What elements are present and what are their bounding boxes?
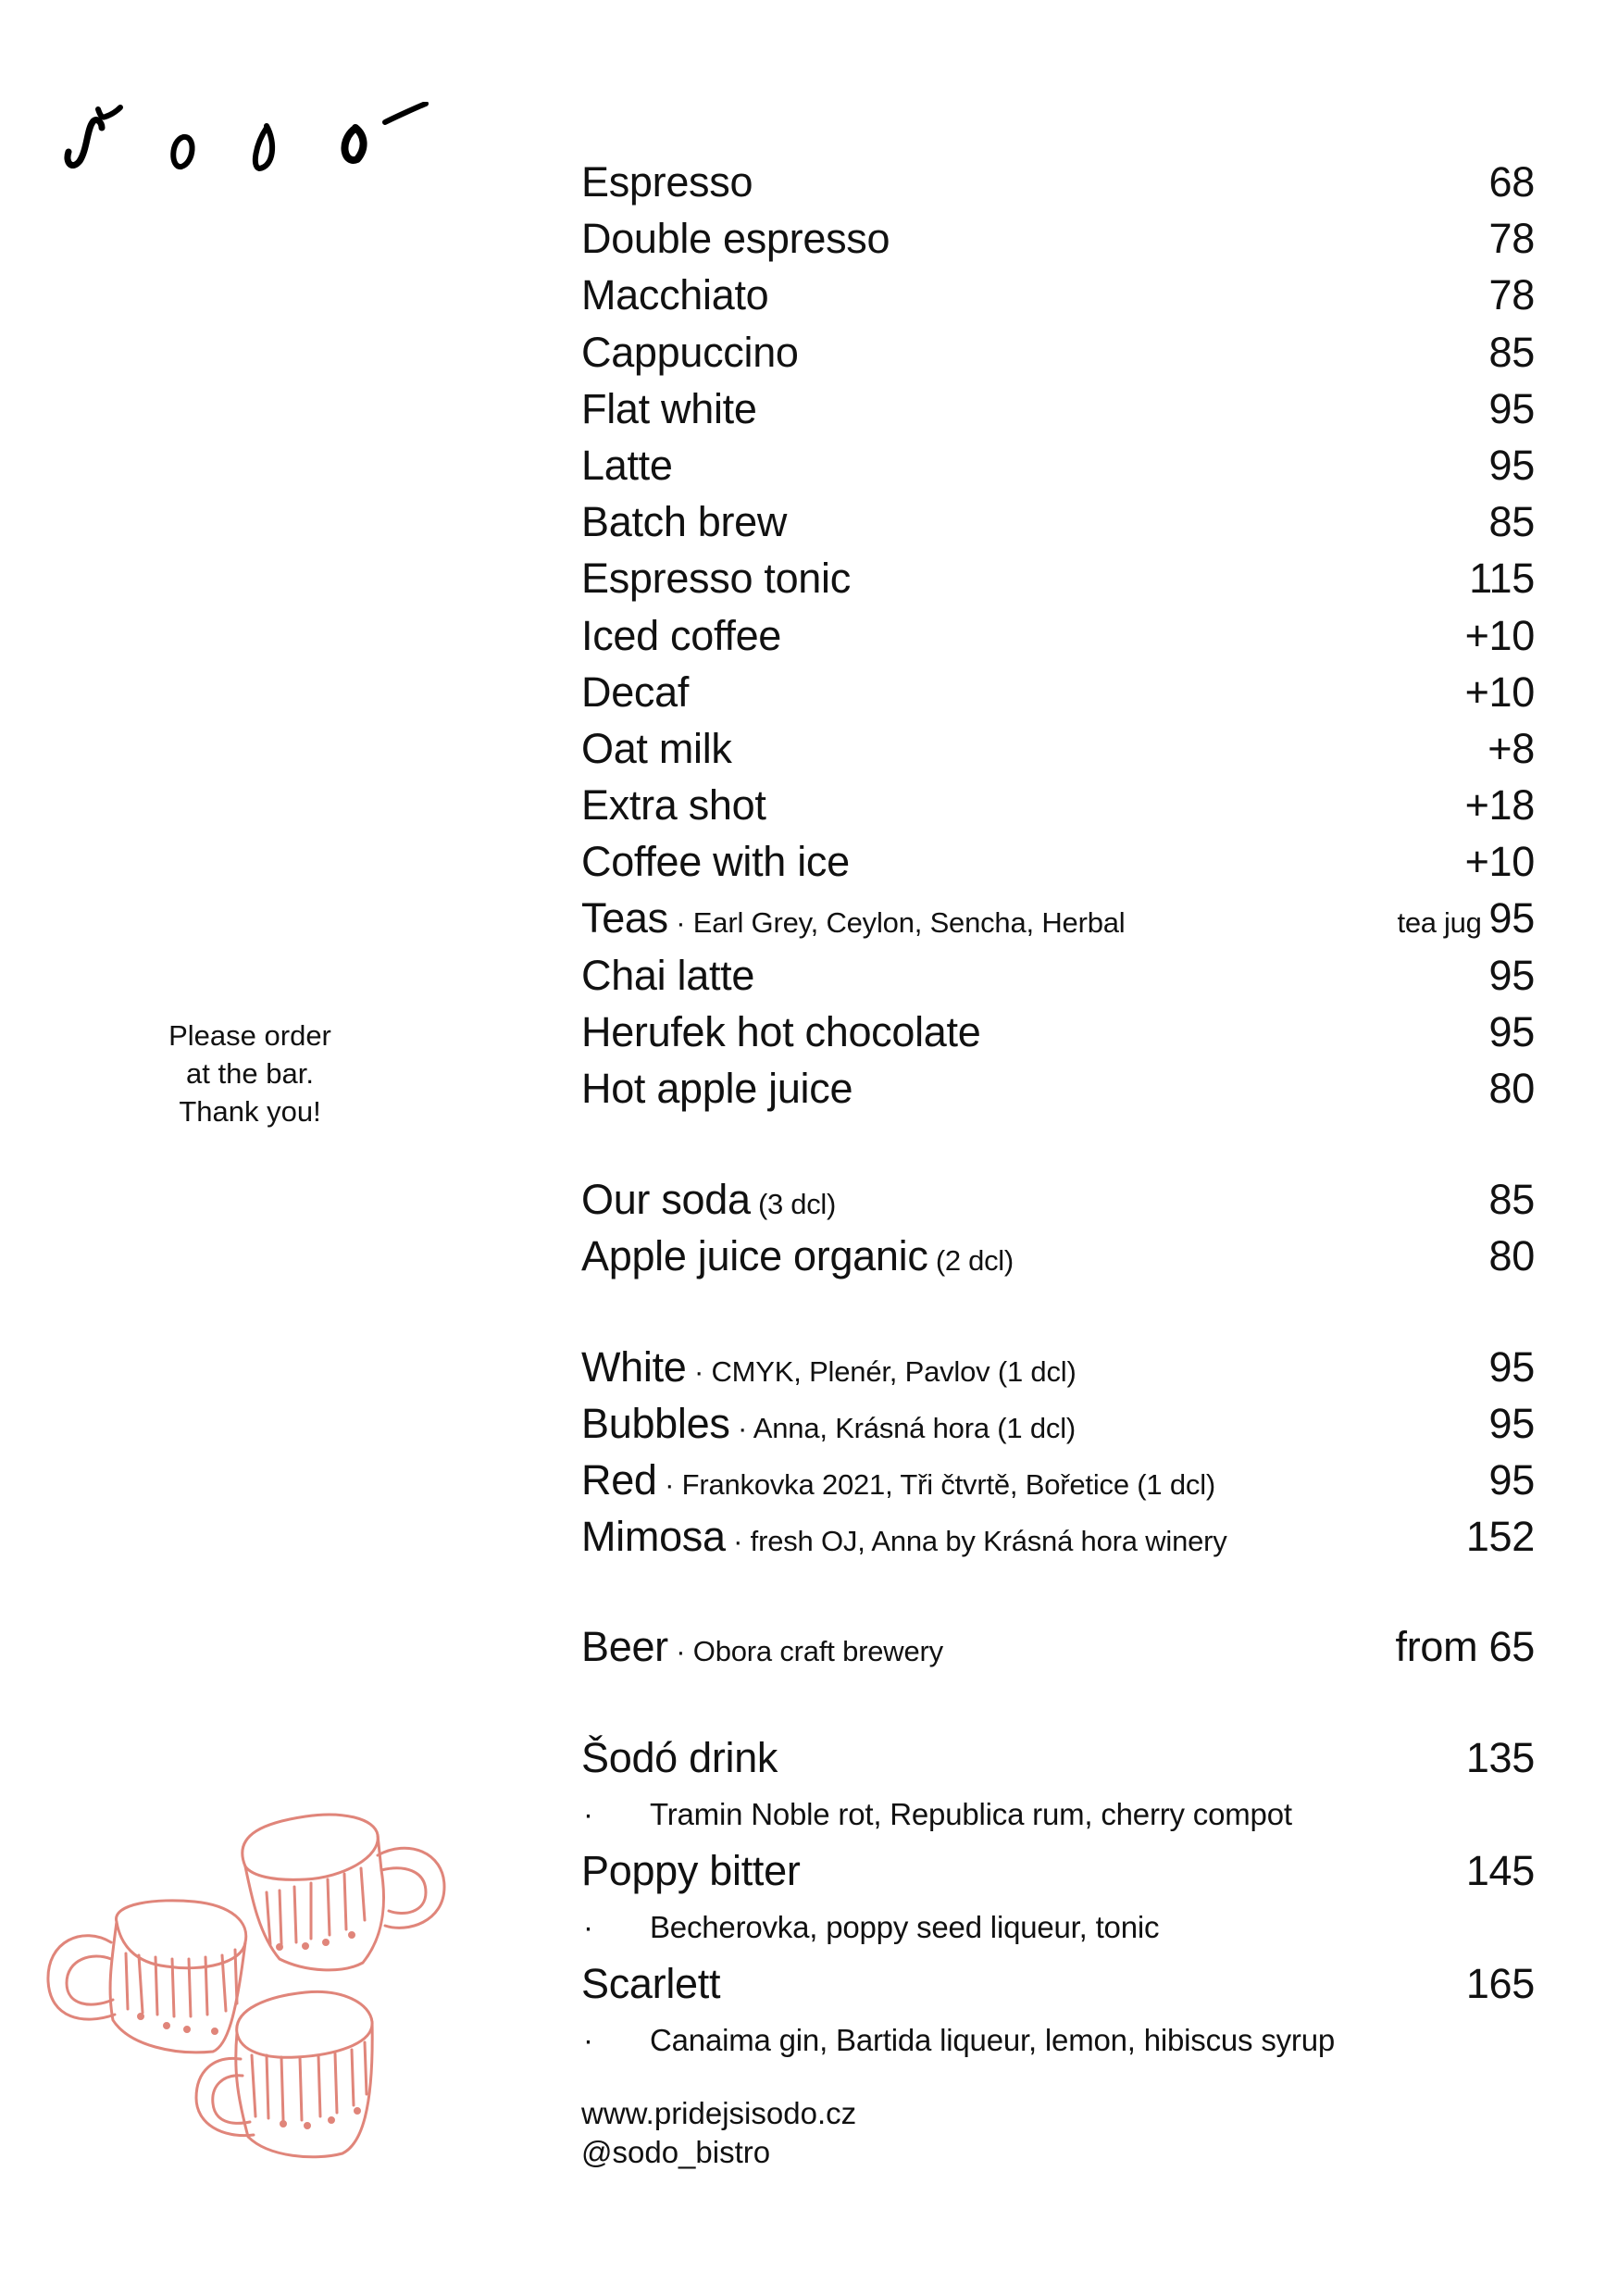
cocktail-ingredients	[581, 1899, 1535, 1955]
item-price: 95	[1488, 384, 1535, 432]
item-name: Macchiato	[581, 271, 769, 319]
item-name-group	[581, 1618, 943, 1679]
menu-item	[581, 267, 1535, 323]
menu-item	[581, 720, 1535, 777]
website-link[interactable]: www.pridejsisodo.cz	[581, 2096, 857, 2130]
item-name: Coffee with ice	[581, 838, 850, 886]
section-beer	[581, 1618, 1535, 1675]
bullet-icon: ·	[583, 1796, 593, 1831]
item-price: 95	[1488, 441, 1535, 489]
item-price: 152	[1465, 1513, 1535, 1561]
order-at-bar-note	[139, 1017, 361, 1130]
menu-item	[581, 324, 1535, 381]
section-cocktails	[581, 1729, 1535, 2069]
item-price: 95	[1488, 1399, 1535, 1447]
menu-item	[581, 381, 1535, 437]
item-price: +10	[1464, 611, 1535, 659]
item-name: Hot apple juice	[581, 1065, 853, 1112]
bullet-icon: ·	[583, 2023, 593, 2058]
item-name: Chai latte	[581, 951, 755, 999]
cocktail-item	[581, 1842, 1535, 1899]
menu-item	[581, 607, 1535, 664]
item-price: 68	[1488, 158, 1535, 206]
item-price: +8	[1487, 724, 1535, 772]
item-name: Our soda	[581, 1176, 751, 1224]
item-name-group	[581, 1452, 1215, 1513]
item-price: 95	[1488, 1455, 1535, 1504]
menu-item	[581, 437, 1535, 493]
instagram-handle[interactable]: @sodo_bistro	[581, 2135, 771, 2169]
item-price: 145	[1465, 1846, 1535, 1894]
item-name: Herufek hot chocolate	[581, 1007, 981, 1055]
item-name: Beer	[581, 1623, 668, 1671]
item-name: Cappuccino	[581, 328, 799, 376]
item-price: +10	[1464, 838, 1535, 886]
menu-item	[581, 1508, 1535, 1565]
item-price-group	[1398, 890, 1535, 951]
item-price: from 65	[1395, 1623, 1535, 1671]
section-spacer	[581, 1285, 1535, 1339]
item-name: Espresso	[581, 158, 753, 206]
ingredients-text: Tramin Noble rot, Republica rum, cherry compot	[650, 1796, 1292, 1831]
item-price: 95	[1488, 1007, 1535, 1055]
cocktail-ingredients	[581, 1786, 1535, 1842]
menu-item	[581, 1452, 1535, 1508]
item-price: 80	[1488, 1232, 1535, 1280]
item-name: Apple juice organic	[581, 1232, 928, 1280]
section-spacer	[581, 1565, 1535, 1618]
menu-item	[581, 1395, 1535, 1452]
cocktail-item	[581, 1729, 1535, 1786]
section-coffee	[581, 154, 1535, 1117]
item-name: Decaf	[581, 668, 690, 716]
item-price: 80	[1488, 1065, 1535, 1112]
item-name-group	[581, 1228, 1014, 1289]
item-name-group	[581, 1395, 1076, 1456]
item-price: 85	[1488, 498, 1535, 546]
menu-item	[581, 664, 1535, 720]
menu-item	[581, 493, 1535, 550]
item-name-group	[581, 1171, 836, 1232]
item-name: Espresso tonic	[581, 555, 851, 603]
menu-item	[581, 210, 1535, 267]
item-name: Oat milk	[581, 724, 732, 772]
menu-item	[581, 1171, 1535, 1228]
menu-item-teas	[581, 890, 1535, 946]
menu-item	[581, 833, 1535, 890]
item-detail: · Earl Grey, Ceylon, Sencha, Herbal	[667, 906, 1126, 940]
item-detail: · Anna, Krásná hora (1 dcl)	[729, 1411, 1077, 1444]
menu-item	[581, 550, 1535, 606]
item-detail: · Frankovka 2021, Tři čtvrtě, Bořetice (1 dcl)	[656, 1467, 1216, 1501]
ingredients-text: Becherovka, poppy seed liqueur, tonic	[650, 1909, 1160, 1944]
item-price: 135	[1465, 1733, 1535, 1781]
item-price: 95	[1488, 894, 1535, 942]
note-line: at the bar.	[186, 1057, 314, 1090]
menu-item	[581, 154, 1535, 210]
item-price: 165	[1465, 1959, 1535, 2007]
item-price: 85	[1488, 1176, 1535, 1224]
item-name: Latte	[581, 441, 673, 489]
menu-item	[581, 1004, 1535, 1060]
item-name: Extra shot	[581, 781, 766, 830]
menu-item	[581, 1228, 1535, 1284]
item-name: Scarlett	[581, 1959, 721, 2007]
item-price: 115	[1469, 555, 1535, 603]
item-name-group	[581, 890, 1125, 951]
item-detail: · Obora craft brewery	[667, 1635, 943, 1668]
item-price: 78	[1488, 215, 1535, 263]
menu-item	[581, 1060, 1535, 1117]
cocktail-item	[581, 1955, 1535, 2012]
item-name: Iced coffee	[581, 611, 782, 659]
item-detail: · fresh OJ, Anna by Krásná hora winery	[725, 1525, 1227, 1558]
item-name: White	[581, 1342, 687, 1391]
note-line: Thank you!	[179, 1095, 321, 1128]
item-price: 95	[1488, 1342, 1535, 1391]
item-name-group	[581, 1339, 1077, 1400]
item-name: Batch brew	[581, 498, 788, 546]
footer-contacts	[581, 2094, 856, 2172]
note-line: Please order	[168, 1019, 331, 1052]
sodo-logo-icon	[56, 102, 444, 222]
menu-item	[581, 947, 1535, 1004]
section-spacer	[581, 1117, 1535, 1171]
item-name: Poppy bitter	[581, 1846, 801, 1894]
item-price: +18	[1464, 781, 1535, 830]
section-spacer	[581, 1676, 1535, 1729]
item-name: Teas	[581, 894, 668, 942]
item-price: 85	[1488, 328, 1535, 376]
item-name: Double espresso	[581, 215, 890, 263]
item-volume: (3 dcl)	[750, 1188, 837, 1221]
bullet-icon: ·	[583, 1909, 593, 1944]
item-name: Mimosa	[581, 1513, 726, 1561]
mugs-illustration-icon	[37, 1778, 463, 2185]
item-volume: (2 dcl)	[927, 1244, 1014, 1278]
price-prefix: tea jug	[1397, 906, 1482, 940]
item-price: 78	[1488, 271, 1535, 319]
item-price: +10	[1464, 668, 1535, 716]
ingredients-text: Canaima gin, Bartida liqueur, lemon, hibiscus syrup	[650, 2023, 1336, 2058]
item-name: Bubbles	[581, 1399, 730, 1447]
item-name-group	[581, 1508, 1227, 1569]
cocktail-ingredients	[581, 2012, 1535, 2068]
section-soft-drinks	[581, 1171, 1535, 1284]
item-name: Flat white	[581, 384, 757, 432]
item-price: 95	[1488, 951, 1535, 999]
item-name: Šodó drink	[581, 1733, 778, 1781]
item-name: Red	[581, 1455, 657, 1504]
menu-item	[581, 1339, 1535, 1395]
drinks-menu	[581, 154, 1535, 2068]
item-detail: · CMYK, Plenér, Pavlov (1 dcl)	[686, 1354, 1077, 1388]
menu-item	[581, 1618, 1535, 1675]
section-wine	[581, 1339, 1535, 1566]
menu-item	[581, 777, 1535, 833]
